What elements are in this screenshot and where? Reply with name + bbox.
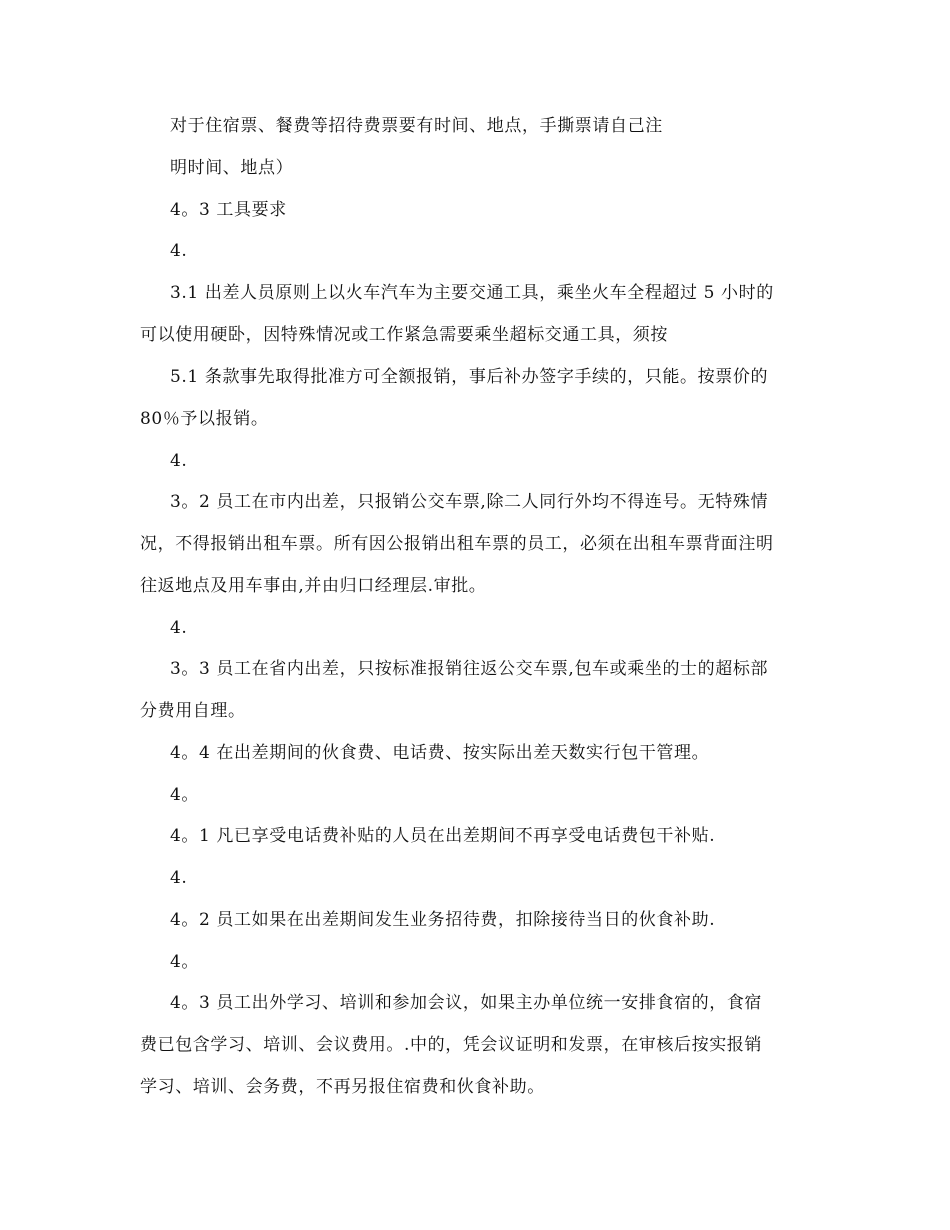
text-line: 4。4 在出差期间的伙食费、电话费、按实际出差天数实行包干管理。: [170, 743, 710, 763]
text-line: 3.1 出差人员原则上以火车汽车为主要交通工具，乘坐火车全程超过 5 小时的: [170, 283, 774, 303]
text-line: 4。: [170, 952, 200, 972]
text-line: 80％予以报销。: [140, 409, 269, 429]
text-line: 况，不得报销出租车票。所有因公报销出租车票的员工，必须在出租车票背面注明: [140, 534, 774, 554]
text-line: 4。: [170, 785, 200, 805]
text-line: 3。3 员工在省内出差，只按标准报销往返公交车票,包车或乘坐的士的超标部: [170, 659, 769, 679]
text-line: 往返地点及用车事由,并由归口经理层.审批。: [140, 576, 487, 596]
text-line: 3。2 员工在市内出差，只报销公交车票,除二人同行外均不得连号。无特殊情: [170, 492, 769, 512]
text-line: 4。3 员工出外学习、培训和参加会议，如果主办单位统一安排食宿的，食宿: [170, 993, 763, 1013]
text-line: 可以使用硬卧，因特殊情况或工作紧急需要乘坐超标交通工具，须按: [140, 325, 668, 345]
text-line: 5.1 条款事先取得批准方可全额报销，事后补办签字手续的，只能。按票价的: [170, 367, 769, 387]
text-line: 4.: [170, 618, 188, 638]
text-line: 4.: [170, 868, 188, 888]
text-line: 费已包含学习、培训、会议费用。.中的，凭会议证明和发票，在审核后按实报销: [140, 1035, 763, 1055]
text-line: 4。1 凡已享受电话费补贴的人员在出差期间不再享受电话费包干补贴.: [170, 826, 716, 846]
text-line: 4。3 工具要求: [170, 200, 287, 220]
text-line: 对于住宿票、餐费等招待费票要有时间、地点，手撕票请自己注: [170, 116, 663, 136]
text-line: 4。2 员工如果在出差期间发生业务招待费，扣除接待当日的伙食补助.: [170, 910, 716, 930]
text-line: 学习、培训、会务费，不再另报住宿费和伙食补助。: [140, 1077, 545, 1097]
text-line: 分费用自理。: [140, 701, 246, 721]
text-line: 明时间、地点）: [170, 158, 294, 178]
text-line: 4.: [170, 451, 188, 471]
text-line: 4.: [170, 241, 188, 261]
